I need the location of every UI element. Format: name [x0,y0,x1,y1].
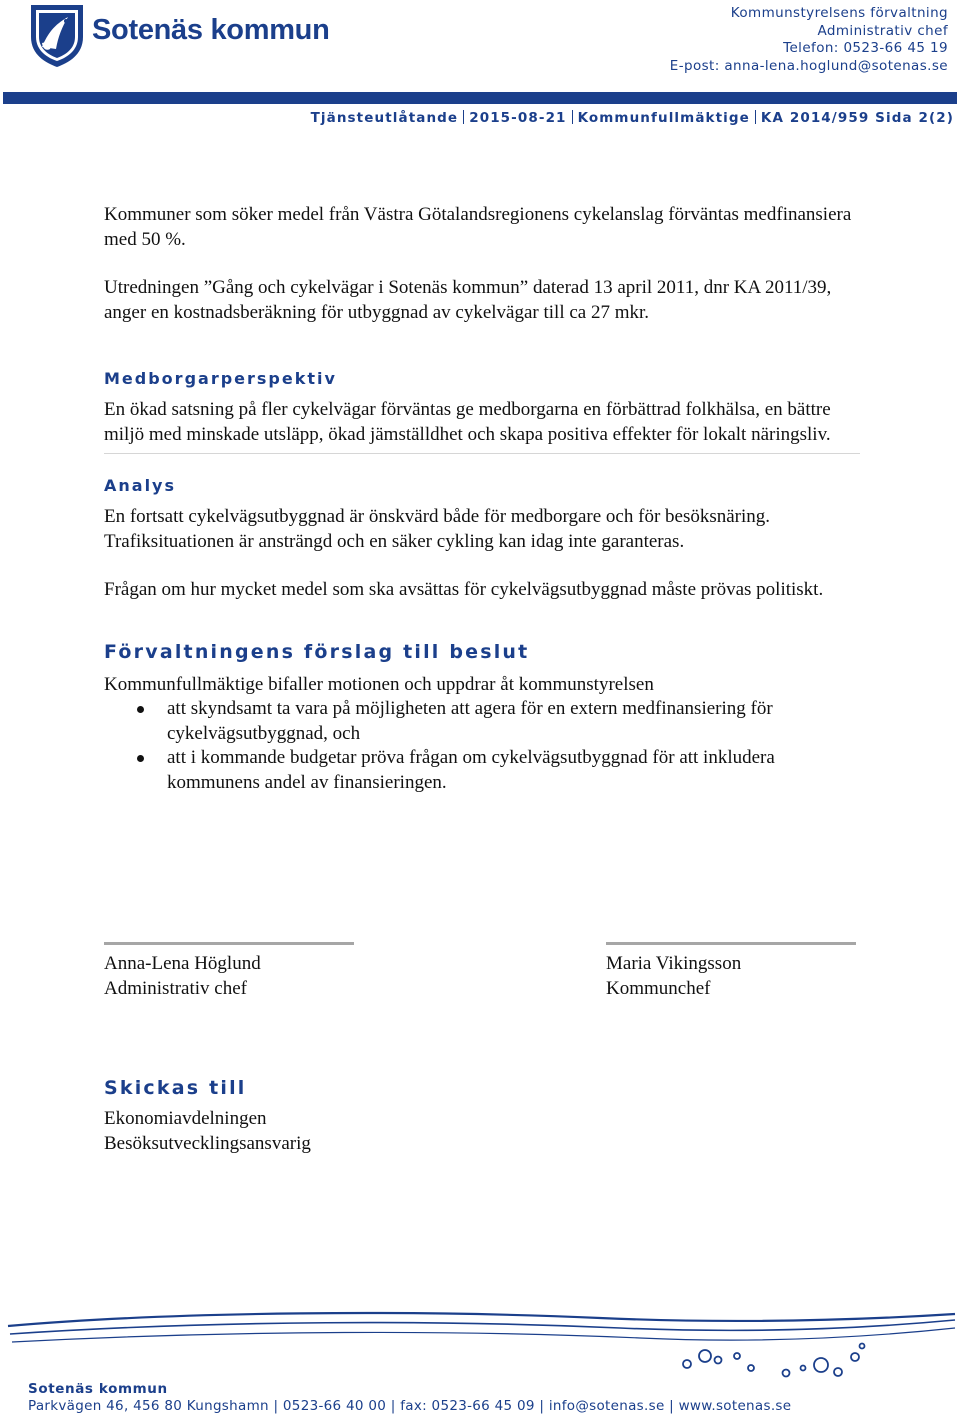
footer-organization: Sotenäs kommun [28,1381,168,1397]
signature-line-2 [606,942,856,945]
paragraph-medfinansiering: Kommuner som söker medel från Västra Götalandsregionens cykelanslag förväntas medfinansiera med 50 %. [104,204,852,250]
section-divider [104,453,860,454]
list-item [104,746,864,795]
list-item [104,697,864,746]
footer-contact-line: Parkvägen 46, 456 80 Kungshamn | 0523-66 40 00 | fax: 0523-66 45 09 | info@sotenas.se | www.sotenas.se [28,1398,792,1414]
signature-block-1 [104,952,261,1001]
header-contact-block [670,5,948,75]
signatory-name: Maria Vikingsson [606,953,742,974]
doc-body: Kommunfullmäktige [577,110,750,126]
shield-logo-icon [28,3,86,69]
paragraph-medborgarperspektiv: En ökad satsning på fler cykelvägar förväntas ge medborgarna en förbättrad folkhälsa, en bättre miljö med minskade utsläpp, ökad jämställdhet och skapa positiva effekter för lokalt näringsliv. [104,399,831,445]
contact-department: Kommunstyrelsens förvaltning [730,5,948,21]
footer-phone: 0523-66 40 00 [282,1398,387,1414]
heading-skickas-till: Skickas till [104,1077,247,1099]
heading-forslag-till-beslut: Förvaltningens förslag till beslut [104,640,530,663]
heading-analys: Analys [104,476,177,495]
bullet-icon [137,706,144,713]
footer-wave-graphic [0,1306,960,1390]
document-body [104,203,864,795]
footer-fax: fax: 0523-66 45 09 [400,1398,535,1414]
header-bar [3,92,957,104]
recipient: Ekonomiavdelningen [104,1108,267,1129]
signatory-title: Kommunchef [606,977,711,999]
signature-line-1 [104,942,354,945]
footer-email: info@sotenas.se [548,1398,665,1414]
distribution-section [104,1077,311,1156]
footer-address: Parkvägen 46, 456 80 Kungshamn [28,1398,269,1414]
doc-page: Sida 2(2) [875,110,954,126]
signatory-title: Administrativ chef [104,977,247,999]
separator [463,110,464,124]
logo-wordmark: Sotenäs kommun [92,14,330,46]
signature-block-2 [606,952,741,1001]
recipient: Besöksutvecklingsansvarig [104,1132,311,1154]
heading-medborgarperspektiv: Medborgarperspektiv [104,369,337,388]
decision-bullet-list [104,697,864,795]
separator [572,110,573,124]
contact-phone: Telefon: 0523-66 45 19 [783,40,948,56]
contact-email: E-post: anna-lena.hoglund@sotenas.se [669,57,948,74]
separator [755,110,756,124]
paragraph-analys-1: En fortsatt cykelvägsutbyggnad är önskvärd både för medborgare och för besöksnäring. Trafiksituationen är ansträngd och en säker cykling kan idag inte garanteras. [104,506,771,552]
list-item-text: att skyndsamt ta vara på möjligheten att agera för en extern medfinansiering för cykelvägsutbyggnad, och [167,698,773,744]
list-item-text: att i kommande budgetar pröva frågan om cykelvägsutbyggnad för att inkludera kommunens andel av finansieringen. [167,747,775,793]
doc-type: Tjänsteutlåtande [310,110,459,126]
contact-role: Administrativ chef [817,22,948,39]
document-reference-line [311,110,954,126]
footer-website: www.sotenas.se [678,1398,792,1414]
paragraph-forslag-intro: Kommunfullmäktige bifaller motionen och uppdrar åt kommunstyrelsen [104,673,654,695]
paragraph-analys-2: Frågan om hur mycket medel som ska avsättas för cykelvägsutbyggnad måste prövas politiskt. [104,579,824,600]
paragraph-utredning: Utredningen ”Gång och cykelvägar i Sotenäs kommun” daterad 13 april 2011, dnr KA 2011/39, anger en kostnadsberäkning för utbyggnad av cykelvägar till ca 27 mkr. [104,277,832,323]
bullet-icon [137,755,144,762]
doc-case-number: KA 2014/959 [760,110,870,126]
signatory-name: Anna-Lena Höglund [104,953,261,974]
doc-date: 2015-08-21 [469,110,567,126]
